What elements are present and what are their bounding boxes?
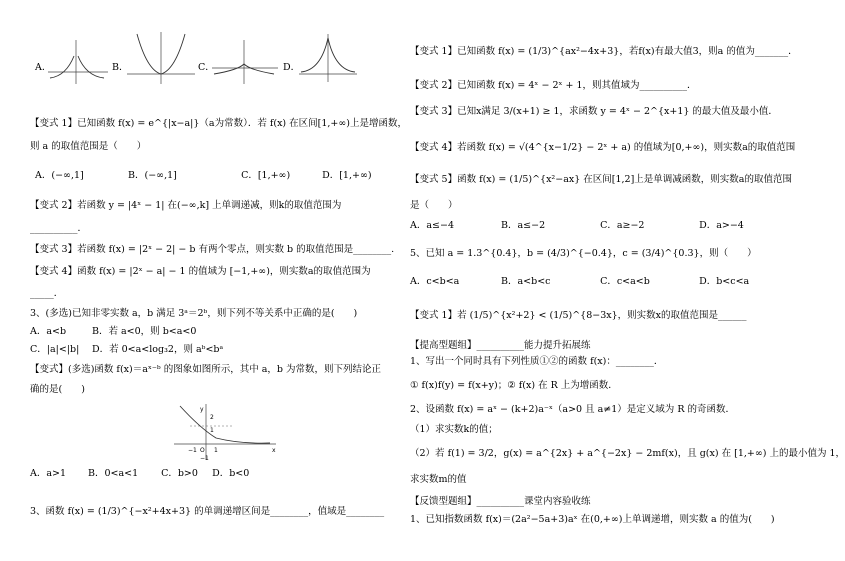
p2-line: 2、设函数 f(x) = aˣ − (k+2)a⁻ˣ（a>0 且 a≠1）是定义域为 R 的奇函数． [410, 404, 735, 415]
q3-option-d: D．若 0<a<log₃2，则 aᵇ<bᵃ [92, 344, 224, 355]
p1-properties: ① f(x)f(y) = f(x+y)；② f(x) 在 R 上为增函数． [410, 380, 618, 391]
graph-option-d [297, 32, 359, 84]
f1-line: 1、已知指数函数 f(x)＝(2a²−5a+3)aˣ 在(0,+∞)上单调递增，则实数 a 的值为( ) [410, 514, 775, 525]
v1-option-c: C．[1,+∞) [241, 170, 291, 181]
p2-part2-cont: 求实数m的值 [410, 474, 467, 485]
q3b-line1: 3、函数 f(x) = (1/3)^{−x²+4x+3} 的单调递增区间是________，值域是________ [30, 506, 385, 517]
section-improve-heading: 【提高型题组】__________能力提升拓展练 [410, 340, 591, 351]
q3-option-b: B．若 a<0，则 b<a<0 [92, 326, 197, 337]
v1-line2: 则 a 的取值范围是（ ） [30, 141, 147, 152]
p2-part2: （2）若 f(1) = 3/2，g(x) = a^{2x} + a^{−2x} − 2mf(x)，且 g(x) 在 [1,+∞) 上的最小值为 1， [410, 448, 845, 459]
r5-line1: 【变式 5】函数 f(x) = (1/5)^{x²−ax} 在区间[1,2]上是单调减函数，则实数a的取值范围 [410, 174, 792, 185]
v5-line2: 确的是( ) [30, 384, 85, 395]
v1-options [35, 170, 372, 182]
v5-option-c: C．b>0 [161, 468, 198, 479]
r5-option-d: D．a>−4 [699, 220, 744, 231]
v4-blank: _____． [30, 288, 64, 299]
q5-option-b: B．a<b<c [501, 276, 551, 287]
q5-option-d: D．b<c<a [699, 276, 750, 287]
r5-options [410, 220, 744, 232]
v1-option-b: B．(−∞,1] [128, 170, 177, 181]
v5-graph-tick-1: 1 [210, 427, 214, 434]
q5-line: 5、已知 a = 1.3^{0.4}，b = (4/3)^{−0.4}，c = (3/4)^{0.3}，则（ ） [410, 248, 757, 259]
v5-options [30, 468, 249, 480]
p1-line: 1、写出一个同时具有下列性质①②的函数 f(x)：________． [410, 356, 664, 367]
v4-line1: 【变式 4】函数 f(x) = |2ˣ − a| − 1 的值域为 [−1,+∞)，则实数a的取值范围为 [30, 266, 371, 277]
q5-options [410, 276, 749, 288]
graph-option-b [125, 30, 197, 85]
r5-option-b: B．a≤−2 [501, 220, 546, 231]
graph-option-b-label: B． [112, 62, 129, 73]
q3-line1: 3、(多选)已知非零实数 a，b 满足 3ᵃ＝2ᵇ，则下列不等关系中正确的是( ) [30, 308, 358, 319]
q5-option-c: C．c<a<b [600, 276, 650, 287]
v5-graph-x-label: x [272, 447, 276, 454]
v5-option-b: B．0<a<1 [88, 468, 139, 479]
v2-blank: __________． [30, 223, 88, 234]
v5-graph-tick-x1: 1 [214, 447, 218, 454]
q5-option-a: A．c<b<a [410, 276, 460, 287]
q3-option-c: C．|a|<|b| [30, 344, 80, 355]
v5-graph-origin: O [200, 447, 205, 454]
v5-option-d: D．b<0 [212, 468, 250, 479]
v1-line1: 【变式 1】已知函数 f(x) = e^{|x−a|}（a为常数）．若 f(x) 在区间[1,+∞)上是增函数， [30, 118, 408, 129]
p2-part1: （1）求实数k的值； [410, 424, 498, 435]
r5-option-a: A．a≤−4 [410, 220, 454, 231]
r3-line: 【变式 3】已知x满足 3/(x+1) ≥ 1，求函数 y = 4ˣ − 2^{x+1} 的最大值及最小值． [410, 106, 778, 117]
graph-option-c [210, 38, 280, 86]
v5-graph-y-label: y [200, 406, 204, 413]
v1-option-d: D．[1,+∞) [322, 170, 372, 181]
v5-option-a: A．a>1 [30, 468, 67, 479]
v1-option-a: A．(−∞,1] [35, 170, 84, 181]
r5-line2: 是（ ） [410, 200, 458, 211]
v3-line1: 【变式 3】若函数 f(x) = |2ˣ − 2| − b 有两个零点，则实数 b 的取值范围是________. [30, 244, 395, 255]
section-feedback-heading: 【反馈型题组】__________课堂内容验收练 [410, 496, 591, 507]
v5-line1: 【变式】(多选)函数 f(x)＝aˣ⁻ᵇ 的图象如图所示，其中 a，b 为常数，则下列结论正 [30, 364, 382, 375]
r5-option-c: C．a≥−2 [600, 220, 645, 231]
graph-option-d-label: D． [283, 62, 301, 73]
r6-line: 【变式 1】若 (1/5)^{x²+2} < (1/5)^{8−3x}，则实数x的取值范围是______ [410, 310, 747, 321]
graph-option-a-label: A． [35, 62, 52, 73]
r1-line: 【变式 1】已知函数 f(x) = (1/3)^{ax²−4x+3}，若f(x)有最大值3，则a 的值为_______． [410, 46, 798, 57]
v5-graph-tick-yneg1: −1 [200, 455, 209, 462]
graph-option-a [46, 38, 111, 86]
graph-option-c-label: C． [198, 62, 215, 73]
v5-graph-tick-neg1: −1 [188, 447, 197, 454]
r2-line: 【变式 2】已知函数 f(x) = 4ˣ − 2ˣ + 1，则其值域为__________． [410, 80, 697, 91]
r4-line: 【变式 4】若函数 f(x) = √(4^{x−1/2} − 2ˣ + a) 的值域为[0,+∞)，则实数a的取值范围 [410, 142, 796, 153]
v5-graph-tick-2: 2 [210, 414, 214, 421]
v5-graph [170, 402, 280, 462]
q3-option-a: A．a<b [30, 326, 67, 337]
v2-line1: 【变式 2】若函数 y = |4ˣ − 1| 在(−∞,k] 上单调递减，则k的取值范围为 [30, 200, 342, 211]
